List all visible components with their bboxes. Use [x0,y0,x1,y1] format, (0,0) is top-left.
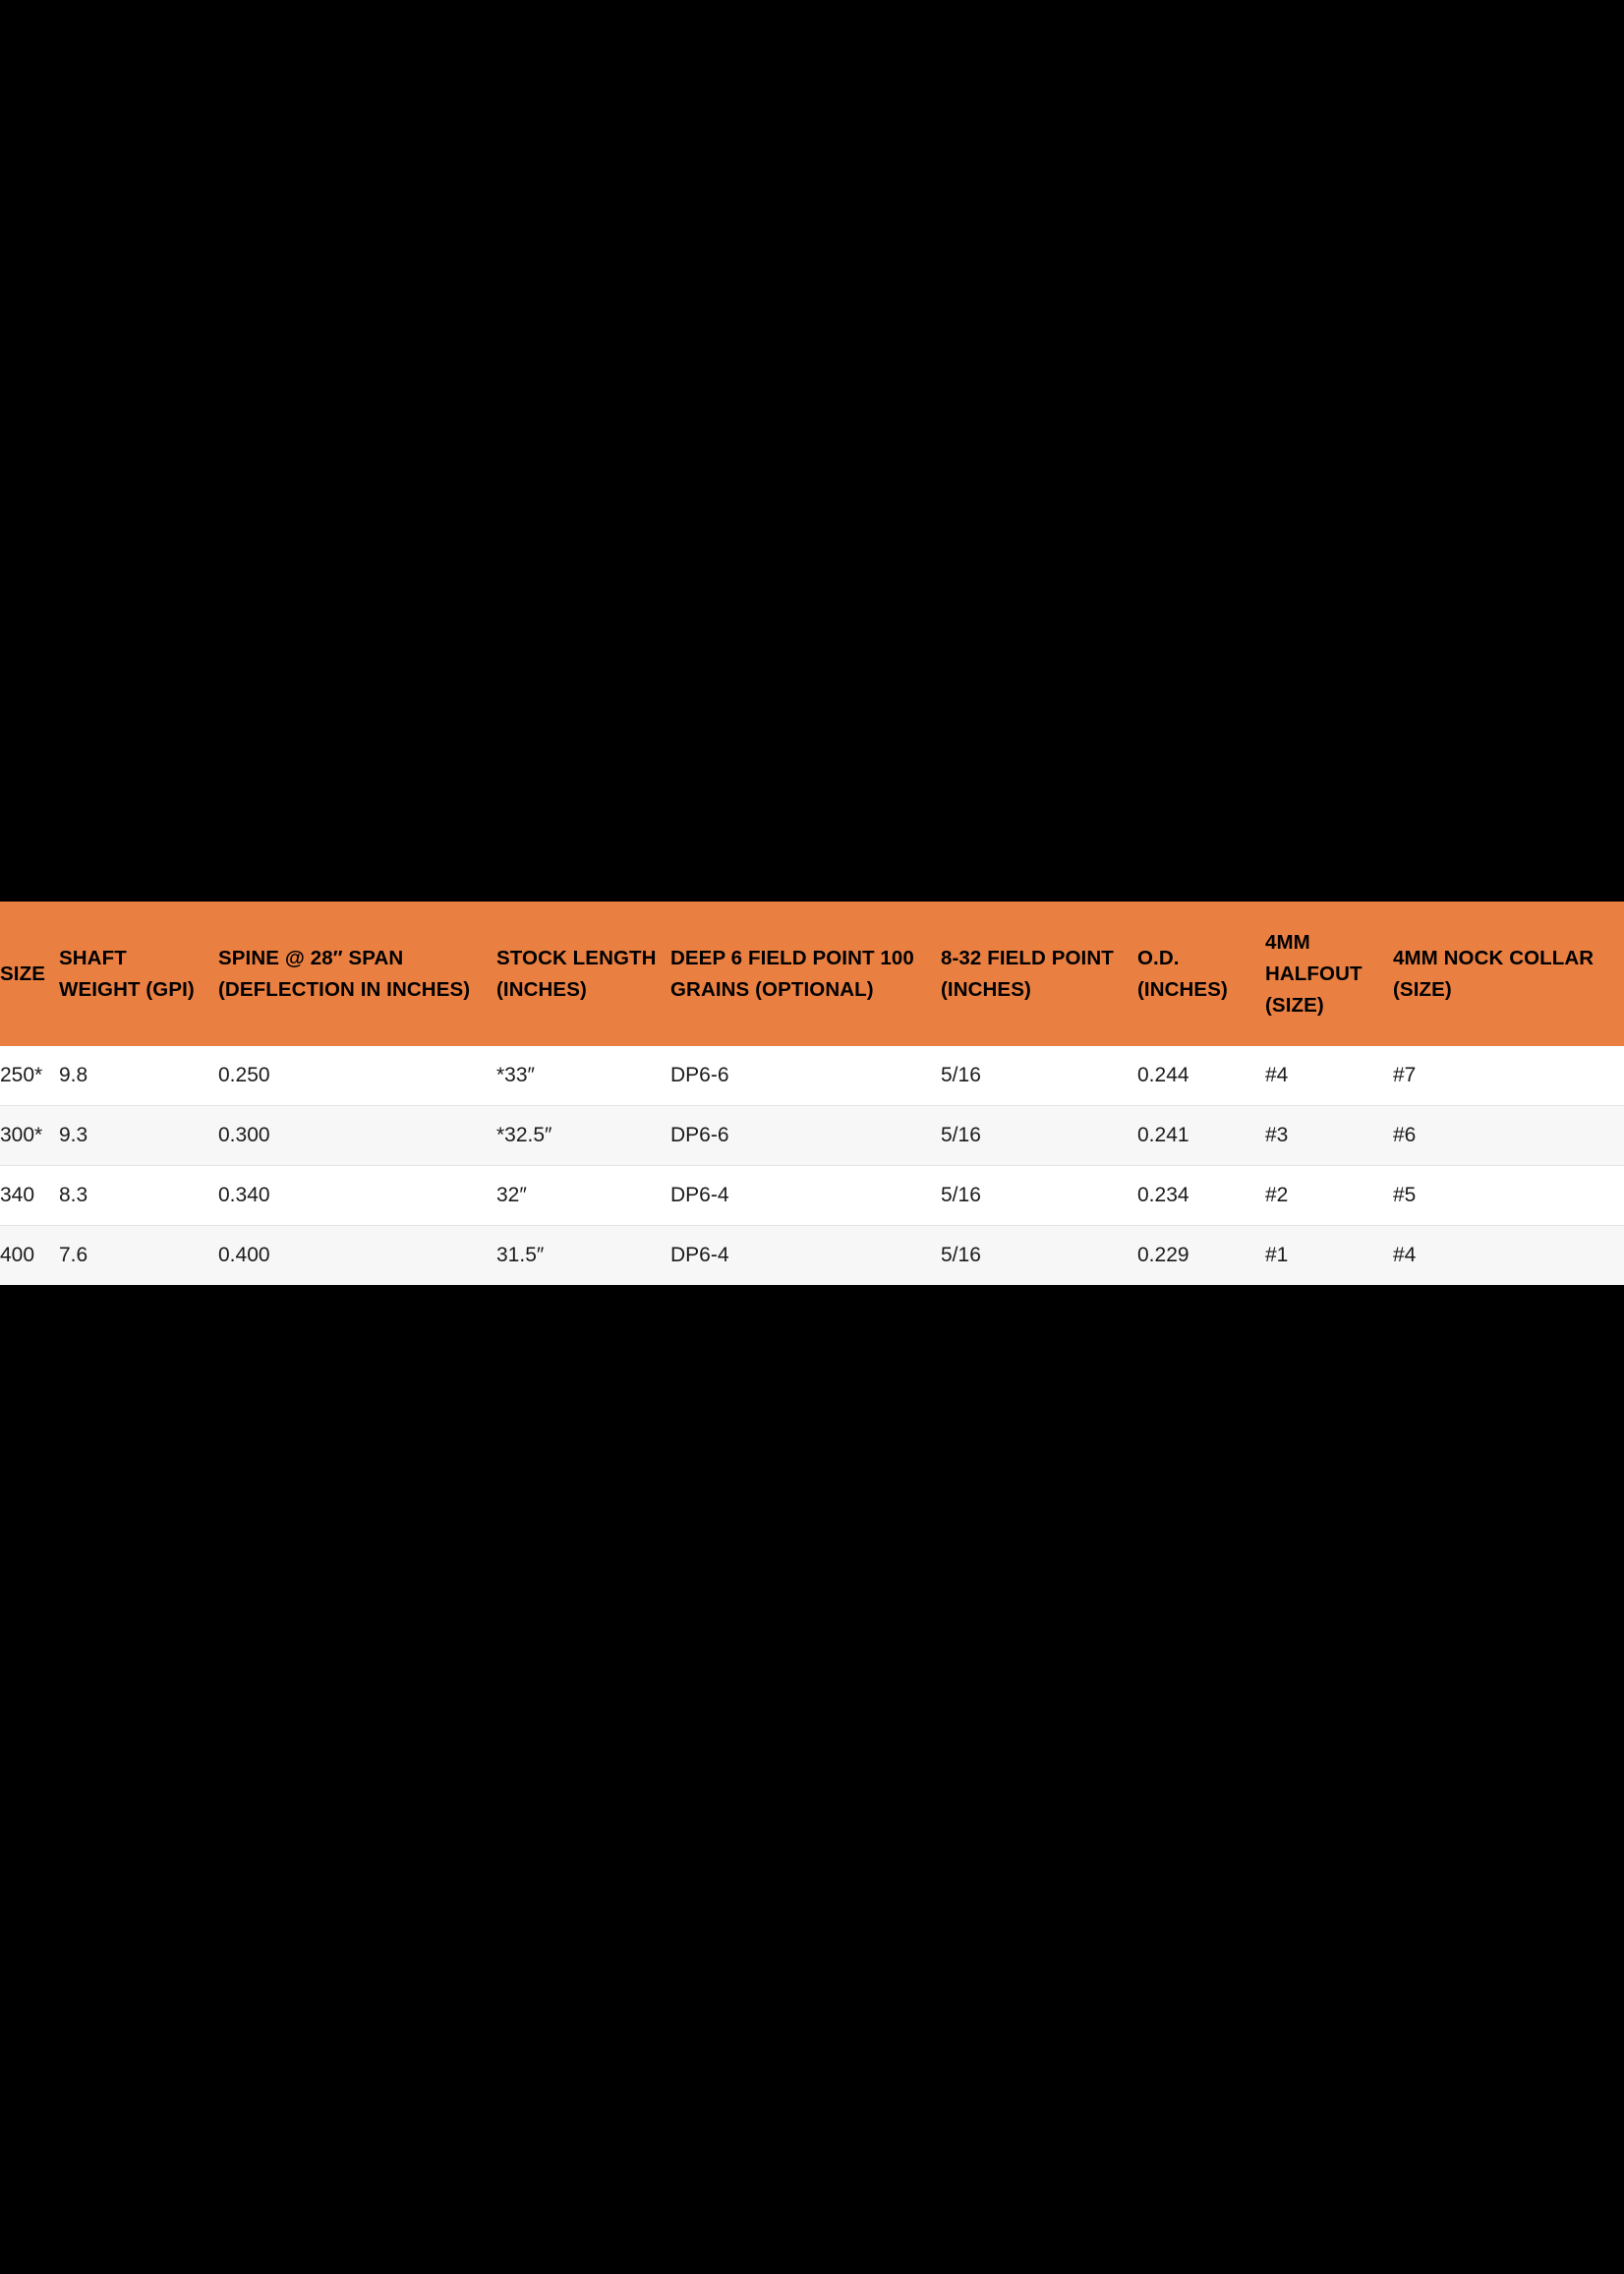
cell-deep6-field-point: DP6-4 [670,1226,941,1286]
cell-4mm-nock-collar: #7 [1393,1046,1624,1106]
column-header-shaft-weight: SHAFT WEIGHT (GPI) [59,902,218,1046]
column-header-stock-length: STOCK LENGTH (INCHES) [496,902,670,1046]
table-body [0,1046,1624,1285]
cell-deep6-field-point: DP6-6 [670,1046,941,1106]
cell-od: 0.229 [1137,1226,1265,1286]
table-row [0,1226,1624,1286]
cell-4mm-halfout: #2 [1265,1166,1393,1226]
cell-size: 300* [0,1106,59,1166]
cell-stock-length: 32″ [496,1166,670,1226]
column-header-size: SIZE [0,902,59,1046]
cell-spine: 0.300 [218,1106,496,1166]
column-header-deep6-field-point: DEEP 6 FIELD POINT 100 GRAINS (OPTIONAL) [670,902,941,1046]
table-header [0,902,1624,1046]
cell-deep6-field-point: DP6-4 [670,1166,941,1226]
spec-table-container [0,902,1624,1285]
table-row [0,1106,1624,1166]
cell-4mm-halfout: #1 [1265,1226,1393,1286]
column-header-od: O.D. (INCHES) [1137,902,1265,1046]
cell-832-field-point: 5/16 [941,1046,1137,1106]
column-header-832-field-point: 8-32 FIELD POINT (INCHES) [941,902,1137,1046]
column-header-spine: SPINE @ 28″ SPAN (DEFLECTION IN INCHES) [218,902,496,1046]
cell-size: 400 [0,1226,59,1286]
arrow-shaft-spec-table [0,902,1624,1285]
column-header-4mm-nock-collar: 4MM NOCK COLLAR (SIZE) [1393,902,1624,1046]
cell-shaft-weight: 9.3 [59,1106,218,1166]
cell-spine: 0.250 [218,1046,496,1106]
cell-stock-length: *32.5″ [496,1106,670,1166]
cell-4mm-nock-collar: #6 [1393,1106,1624,1166]
cell-stock-length: 31.5″ [496,1226,670,1286]
cell-size: 250* [0,1046,59,1106]
column-header-4mm-halfout: 4MM HALFOUT (SIZE) [1265,902,1393,1046]
cell-od: 0.241 [1137,1106,1265,1166]
table-header-row [0,902,1624,1046]
table-row [0,1166,1624,1226]
cell-832-field-point: 5/16 [941,1106,1137,1166]
cell-832-field-point: 5/16 [941,1166,1137,1226]
cell-od: 0.244 [1137,1046,1265,1106]
cell-832-field-point: 5/16 [941,1226,1137,1286]
cell-stock-length: *33″ [496,1046,670,1106]
cell-4mm-halfout: #3 [1265,1106,1393,1166]
cell-deep6-field-point: DP6-6 [670,1106,941,1166]
table-row [0,1046,1624,1106]
cell-shaft-weight: 7.6 [59,1226,218,1286]
cell-size: 340 [0,1166,59,1226]
cell-4mm-nock-collar: #4 [1393,1226,1624,1286]
cell-od: 0.234 [1137,1166,1265,1226]
cell-spine: 0.340 [218,1166,496,1226]
cell-4mm-halfout: #4 [1265,1046,1393,1106]
cell-spine: 0.400 [218,1226,496,1286]
cell-4mm-nock-collar: #5 [1393,1166,1624,1226]
cell-shaft-weight: 9.8 [59,1046,218,1106]
cell-shaft-weight: 8.3 [59,1166,218,1226]
